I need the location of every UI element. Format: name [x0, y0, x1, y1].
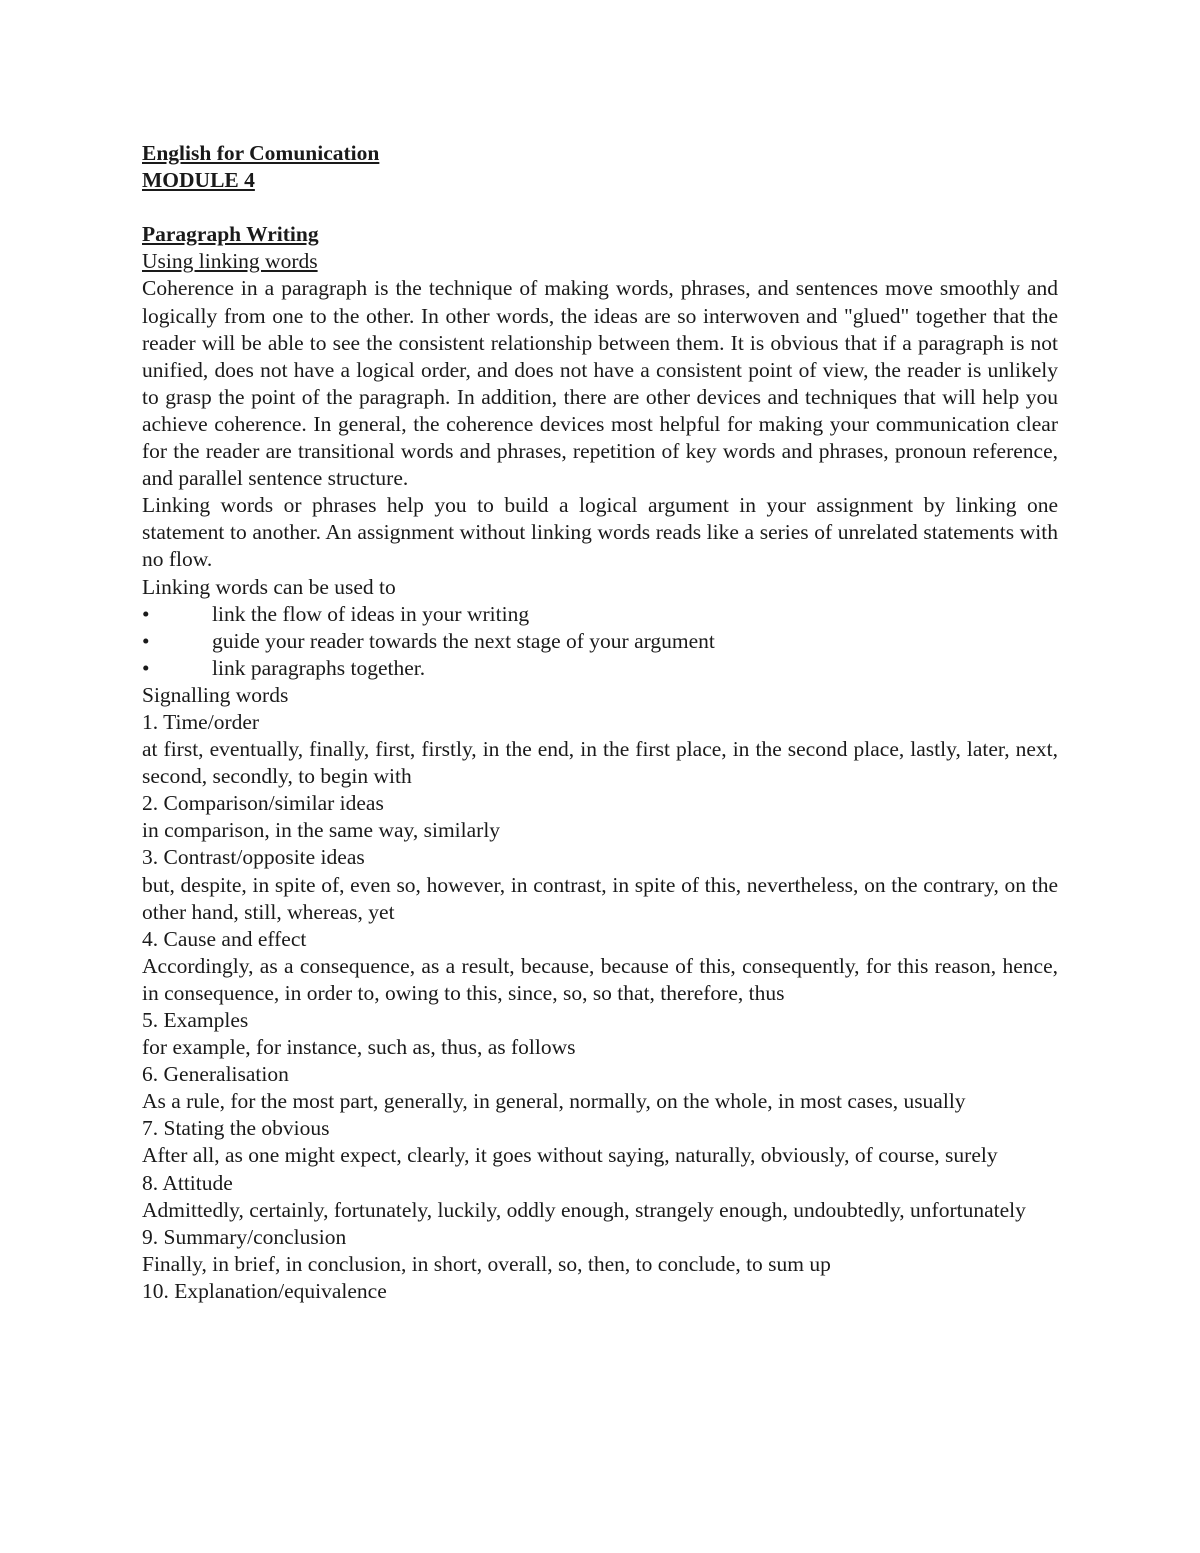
bullet-mark: • — [142, 655, 150, 680]
category-heading-generalisation: 6. Generalisation — [142, 1062, 289, 1087]
category-words-generalisation: As a rule, for the most part, generally, in general, normally, on the whole, in most cases, usually — [142, 1089, 966, 1114]
category-words-contrast: but, despite, in spite of, even so, however, in contrast, in spite of this, nevertheless, on the contrary, on the other hand, still, whereas, yet — [142, 872, 1058, 924]
category-heading-explanation: 10. Explanation/equivalence — [142, 1278, 387, 1303]
category-words-comparison: in comparison, in the same way, similarly — [142, 818, 501, 843]
category-words-summary: Finally, in brief, in conclusion, in short, overall, so, then, to conclude, to sum up — [142, 1251, 831, 1276]
category-words-stating-obvious: After all, as one might expect, clearly, it goes without saying, naturally, obviously, of course, surely — [142, 1143, 998, 1168]
list-item-text: guide your reader towards the next stage of your argument — [212, 628, 715, 653]
list-item — [142, 655, 1058, 682]
category-heading-cause-effect: 4. Cause and effect — [142, 926, 307, 951]
subsection-title: Using linking words — [142, 249, 318, 274]
category-heading-examples: 5. Examples — [142, 1008, 249, 1032]
category-words-attitude: Admittedly, certainly, fortunately, luckily, oddly enough, strangely enough, undoubtedly, unfortunately — [142, 1197, 1026, 1222]
category-heading-comparison: 2. Comparison/similar ideas — [142, 791, 384, 816]
blank-line — [142, 194, 1058, 221]
bullet-mark: • — [142, 628, 150, 653]
module-label: MODULE 4 — [142, 168, 255, 193]
section-title: Paragraph Writing — [142, 222, 319, 247]
category-heading-stating-obvious: 7. Stating the obvious — [142, 1116, 330, 1141]
list-item-text: link the flow of ideas in your writing — [212, 601, 530, 626]
document-title: English for Comunication — [142, 141, 380, 165]
category-words-time-order: at first, eventually, finally, first, firstly, in the end, in the first place, in the second place, lastly, later, next, second, secondly, to begin with — [142, 737, 1058, 789]
list-item — [142, 601, 1058, 628]
category-heading-contrast: 3. Contrast/opposite ideas — [142, 845, 365, 870]
list-item-text: link paragraphs together. — [212, 655, 426, 680]
coherence-paragraph: Coherence in a paragraph is the technique of making words, phrases, and sentences move smoothly and logically from one to the other. In other words, the ideas are so interwoven and "glued" together that the reader will be able to see the consistent relationship between them. It is obvious that if a paragraph is not unified, does not have a logical order, and does not have a consistent point of view, the reader is unlikely to grasp the point of the paragraph. In addition, there are other devices and techniques that will help you achieve coherence. In general, the coherence devices most helpful for making your communication clear for the reader are transitional words and phrases, repetition of key words and phrases, pronoun reference, and parallel sentence structure. — [142, 276, 1058, 491]
category-words-cause-effect: Accordingly, as a consequence, as a result, because, because of this, consequently, for this reason, hence, in consequence, in order to, owing to this, since, so, so that, therefore, thus — [142, 953, 1058, 1005]
category-heading-time-order: 1. Time/order — [142, 709, 260, 734]
bullet-mark: • — [142, 601, 150, 626]
document-page — [142, 140, 1058, 1305]
category-heading-summary: 9. Summary/conclusion — [142, 1224, 347, 1249]
linking-paragraph: Linking words or phrases help you to build a logical argument in your assignment by linking one statement to another. An assignment without linking words reads like a series of unrelated statements with no flow. — [142, 493, 1058, 572]
category-heading-attitude: 8. Attitude — [142, 1170, 233, 1195]
list-item — [142, 628, 1058, 655]
list-intro: Linking words can be used to — [142, 574, 396, 599]
category-words-examples: for example, for instance, such as, thus, as follows — [142, 1035, 576, 1060]
signalling-heading: Signalling words — [142, 682, 289, 707]
